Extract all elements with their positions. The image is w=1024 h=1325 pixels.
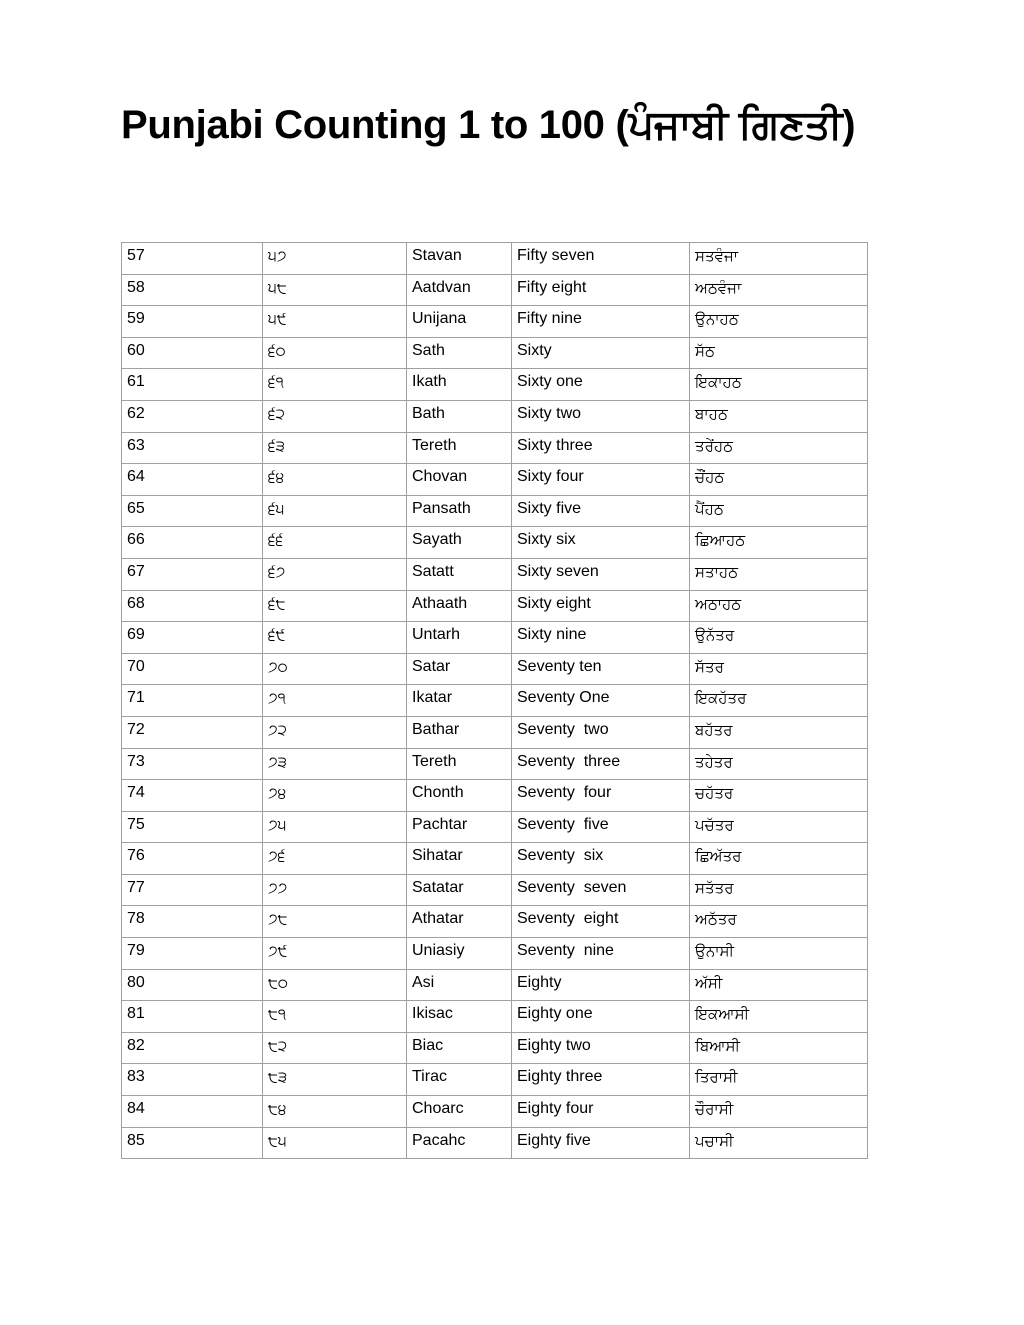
number-cell: 83: [122, 1064, 263, 1096]
gurmukhi-numeral-cell: ੬੪: [263, 464, 407, 496]
english-name-cell: Eighty four: [512, 1096, 690, 1128]
number-cell: 77: [122, 874, 263, 906]
gurmukhi-numeral-cell: ੬੮: [263, 590, 407, 622]
transliteration-cell: Ikatar: [407, 685, 512, 717]
number-cell: 81: [122, 1001, 263, 1033]
transliteration-cell: Sath: [407, 337, 512, 369]
gurmukhi-numeral-cell: ੭੬: [263, 843, 407, 875]
punjabi-word-cell: ਪਚਾਸੀ: [690, 1127, 868, 1159]
english-name-cell: Seventy six: [512, 843, 690, 875]
number-cell: 60: [122, 337, 263, 369]
english-name-cell: Sixty one: [512, 369, 690, 401]
transliteration-cell: Tereth: [407, 432, 512, 464]
transliteration-cell: Uniasiy: [407, 938, 512, 970]
table-row: [122, 780, 868, 812]
gurmukhi-numeral-cell: ੭੦: [263, 653, 407, 685]
number-cell: 84: [122, 1096, 263, 1128]
transliteration-cell: Tereth: [407, 748, 512, 780]
table-row: [122, 590, 868, 622]
table-row: [122, 843, 868, 875]
transliteration-cell: Ikath: [407, 369, 512, 401]
table-row: [122, 306, 868, 338]
gurmukhi-numeral-cell: ੮੩: [263, 1064, 407, 1096]
english-name-cell: Eighty five: [512, 1127, 690, 1159]
english-name-cell: Seventy nine: [512, 938, 690, 970]
number-cell: 72: [122, 716, 263, 748]
table-row: [122, 874, 868, 906]
punjabi-word-cell: ਸਤਵੰਜਾ: [690, 243, 868, 275]
punjabi-word-cell: ਪਚੱਤਰ: [690, 811, 868, 843]
table-row: [122, 622, 868, 654]
number-cell: 66: [122, 527, 263, 559]
number-cell: 65: [122, 495, 263, 527]
transliteration-cell: Chonth: [407, 780, 512, 812]
gurmukhi-numeral-cell: ੬੩: [263, 432, 407, 464]
counting-table-body: [122, 243, 868, 1159]
english-name-cell: Sixty nine: [512, 622, 690, 654]
counting-table: [121, 242, 868, 1159]
number-cell: 70: [122, 653, 263, 685]
gurmukhi-numeral-cell: ੬੬: [263, 527, 407, 559]
number-cell: 67: [122, 558, 263, 590]
table-row: [122, 1001, 868, 1033]
transliteration-cell: Athatar: [407, 906, 512, 938]
gurmukhi-numeral-cell: ੭੧: [263, 685, 407, 717]
number-cell: 74: [122, 780, 263, 812]
number-cell: 57: [122, 243, 263, 275]
gurmukhi-numeral-cell: ੭੩: [263, 748, 407, 780]
punjabi-word-cell: ਤਰੇਂਹਠ: [690, 432, 868, 464]
number-cell: 69: [122, 622, 263, 654]
punjabi-word-cell: ਇਕਆਸੀ: [690, 1001, 868, 1033]
gurmukhi-numeral-cell: ੮੧: [263, 1001, 407, 1033]
gurmukhi-numeral-cell: ੭੨: [263, 716, 407, 748]
english-name-cell: Seventy ten: [512, 653, 690, 685]
punjabi-word-cell: ਉਨਾਸੀ: [690, 938, 868, 970]
punjabi-word-cell: ਉਨਾਹਠ: [690, 306, 868, 338]
gurmukhi-numeral-cell: ੮੪: [263, 1096, 407, 1128]
punjabi-word-cell: ਛਿਅੱਤਰ: [690, 843, 868, 875]
gurmukhi-numeral-cell: ੭੯: [263, 938, 407, 970]
punjabi-word-cell: ਬਿਆਸੀ: [690, 1032, 868, 1064]
table-row: [122, 1127, 868, 1159]
table-row: [122, 748, 868, 780]
number-cell: 58: [122, 274, 263, 306]
transliteration-cell: Sayath: [407, 527, 512, 559]
english-name-cell: Seventy seven: [512, 874, 690, 906]
transliteration-cell: Pacahc: [407, 1127, 512, 1159]
transliteration-cell: Aatdvan: [407, 274, 512, 306]
english-name-cell: Seventy three: [512, 748, 690, 780]
number-cell: 79: [122, 938, 263, 970]
punjabi-word-cell: ਸਤਾਹਠ: [690, 558, 868, 590]
gurmukhi-numeral-cell: ੬੫: [263, 495, 407, 527]
transliteration-cell: Bathar: [407, 716, 512, 748]
gurmukhi-numeral-cell: ੬੦: [263, 337, 407, 369]
gurmukhi-numeral-cell: ੭੭: [263, 874, 407, 906]
table-row: [122, 274, 868, 306]
punjabi-word-cell: ਇਕਾਹਠ: [690, 369, 868, 401]
transliteration-cell: Choarc: [407, 1096, 512, 1128]
punjabi-word-cell: ਚੌਂਹਠ: [690, 464, 868, 496]
gurmukhi-numeral-cell: ੫੮: [263, 274, 407, 306]
page-title: Punjabi Counting 1 to 100 (ਪੰਜਾਬੀ ਗਿਣਤੀ): [121, 103, 856, 147]
gurmukhi-numeral-cell: ੭੮: [263, 906, 407, 938]
transliteration-cell: Satatt: [407, 558, 512, 590]
transliteration-cell: Chovan: [407, 464, 512, 496]
english-name-cell: Seventy One: [512, 685, 690, 717]
gurmukhi-numeral-cell: ੮੨: [263, 1032, 407, 1064]
table-row: [122, 938, 868, 970]
transliteration-cell: Asi: [407, 969, 512, 1001]
transliteration-cell: Tirac: [407, 1064, 512, 1096]
punjabi-word-cell: ਚਹੱਤਰ: [690, 780, 868, 812]
english-name-cell: Seventy five: [512, 811, 690, 843]
punjabi-word-cell: ਅਠੱਤਰ: [690, 906, 868, 938]
english-name-cell: Sixty four: [512, 464, 690, 496]
punjabi-word-cell: ਅਠਵੰਜਾ: [690, 274, 868, 306]
english-name-cell: Fifty nine: [512, 306, 690, 338]
transliteration-cell: Bath: [407, 400, 512, 432]
table-row: [122, 1096, 868, 1128]
number-cell: 62: [122, 400, 263, 432]
transliteration-cell: Pachtar: [407, 811, 512, 843]
english-name-cell: Seventy four: [512, 780, 690, 812]
punjabi-word-cell: ਬਹੱਤਰ: [690, 716, 868, 748]
gurmukhi-numeral-cell: ੭੫: [263, 811, 407, 843]
table-row: [122, 1032, 868, 1064]
number-cell: 73: [122, 748, 263, 780]
english-name-cell: Sixty six: [512, 527, 690, 559]
punjabi-word-cell: ਉਨੱਤਰ: [690, 622, 868, 654]
table-row: [122, 432, 868, 464]
gurmukhi-numeral-cell: ੬੨: [263, 400, 407, 432]
table-row: [122, 685, 868, 717]
number-cell: 68: [122, 590, 263, 622]
english-name-cell: Seventy two: [512, 716, 690, 748]
table-row: [122, 369, 868, 401]
gurmukhi-numeral-cell: ੬੧: [263, 369, 407, 401]
english-name-cell: Sixty five: [512, 495, 690, 527]
table-row: [122, 464, 868, 496]
table-row: [122, 243, 868, 275]
english-name-cell: Seventy eight: [512, 906, 690, 938]
gurmukhi-numeral-cell: ੫੯: [263, 306, 407, 338]
punjabi-word-cell: ਸਤੱਤਰ: [690, 874, 868, 906]
transliteration-cell: Satatar: [407, 874, 512, 906]
transliteration-cell: Satar: [407, 653, 512, 685]
gurmukhi-numeral-cell: ੮੦: [263, 969, 407, 1001]
table-row: [122, 653, 868, 685]
number-cell: 75: [122, 811, 263, 843]
number-cell: 63: [122, 432, 263, 464]
punjabi-word-cell: ਅਠਾਹਠ: [690, 590, 868, 622]
gurmukhi-numeral-cell: ੫੭: [263, 243, 407, 275]
transliteration-cell: Athaath: [407, 590, 512, 622]
number-cell: 85: [122, 1127, 263, 1159]
english-name-cell: Sixty two: [512, 400, 690, 432]
gurmukhi-numeral-cell: ੭੪: [263, 780, 407, 812]
punjabi-word-cell: ਸੱਤਰ: [690, 653, 868, 685]
english-name-cell: Eighty three: [512, 1064, 690, 1096]
transliteration-cell: Untarh: [407, 622, 512, 654]
number-cell: 78: [122, 906, 263, 938]
transliteration-cell: Unijana: [407, 306, 512, 338]
punjabi-word-cell: ਬਾਹਠ: [690, 400, 868, 432]
number-cell: 76: [122, 843, 263, 875]
english-name-cell: Sixty seven: [512, 558, 690, 590]
transliteration-cell: Pansath: [407, 495, 512, 527]
transliteration-cell: Stavan: [407, 243, 512, 275]
english-name-cell: Eighty: [512, 969, 690, 1001]
table-row: [122, 716, 868, 748]
punjabi-word-cell: ਚੌਰਾਸੀ: [690, 1096, 868, 1128]
punjabi-word-cell: ਤਹੇਤਰ: [690, 748, 868, 780]
transliteration-cell: Sihatar: [407, 843, 512, 875]
table-row: [122, 969, 868, 1001]
table-row: [122, 906, 868, 938]
number-cell: 61: [122, 369, 263, 401]
table-row: [122, 811, 868, 843]
punjabi-word-cell: ਇਕਹੱਤਰ: [690, 685, 868, 717]
table-row: [122, 527, 868, 559]
number-cell: 71: [122, 685, 263, 717]
table-row: [122, 1064, 868, 1096]
gurmukhi-numeral-cell: ੮੫: [263, 1127, 407, 1159]
english-name-cell: Sixty three: [512, 432, 690, 464]
english-name-cell: Eighty two: [512, 1032, 690, 1064]
gurmukhi-numeral-cell: ੬੭: [263, 558, 407, 590]
number-cell: 59: [122, 306, 263, 338]
punjabi-word-cell: ਸੱਠ: [690, 337, 868, 369]
english-name-cell: Fifty seven: [512, 243, 690, 275]
table-row: [122, 337, 868, 369]
number-cell: 82: [122, 1032, 263, 1064]
number-cell: 80: [122, 969, 263, 1001]
punjabi-word-cell: ਪੈਂਹਠ: [690, 495, 868, 527]
english-name-cell: Fifty eight: [512, 274, 690, 306]
table-row: [122, 558, 868, 590]
english-name-cell: Sixty: [512, 337, 690, 369]
punjabi-word-cell: ਅੱਸੀ: [690, 969, 868, 1001]
punjabi-word-cell: ਛਿਆਹਠ: [690, 527, 868, 559]
punjabi-word-cell: ਤਿਰਾਸੀ: [690, 1064, 868, 1096]
gurmukhi-numeral-cell: ੬੯: [263, 622, 407, 654]
transliteration-cell: Biac: [407, 1032, 512, 1064]
table-row: [122, 495, 868, 527]
transliteration-cell: Ikisac: [407, 1001, 512, 1033]
table-row: [122, 400, 868, 432]
number-cell: 64: [122, 464, 263, 496]
english-name-cell: Sixty eight: [512, 590, 690, 622]
english-name-cell: Eighty one: [512, 1001, 690, 1033]
